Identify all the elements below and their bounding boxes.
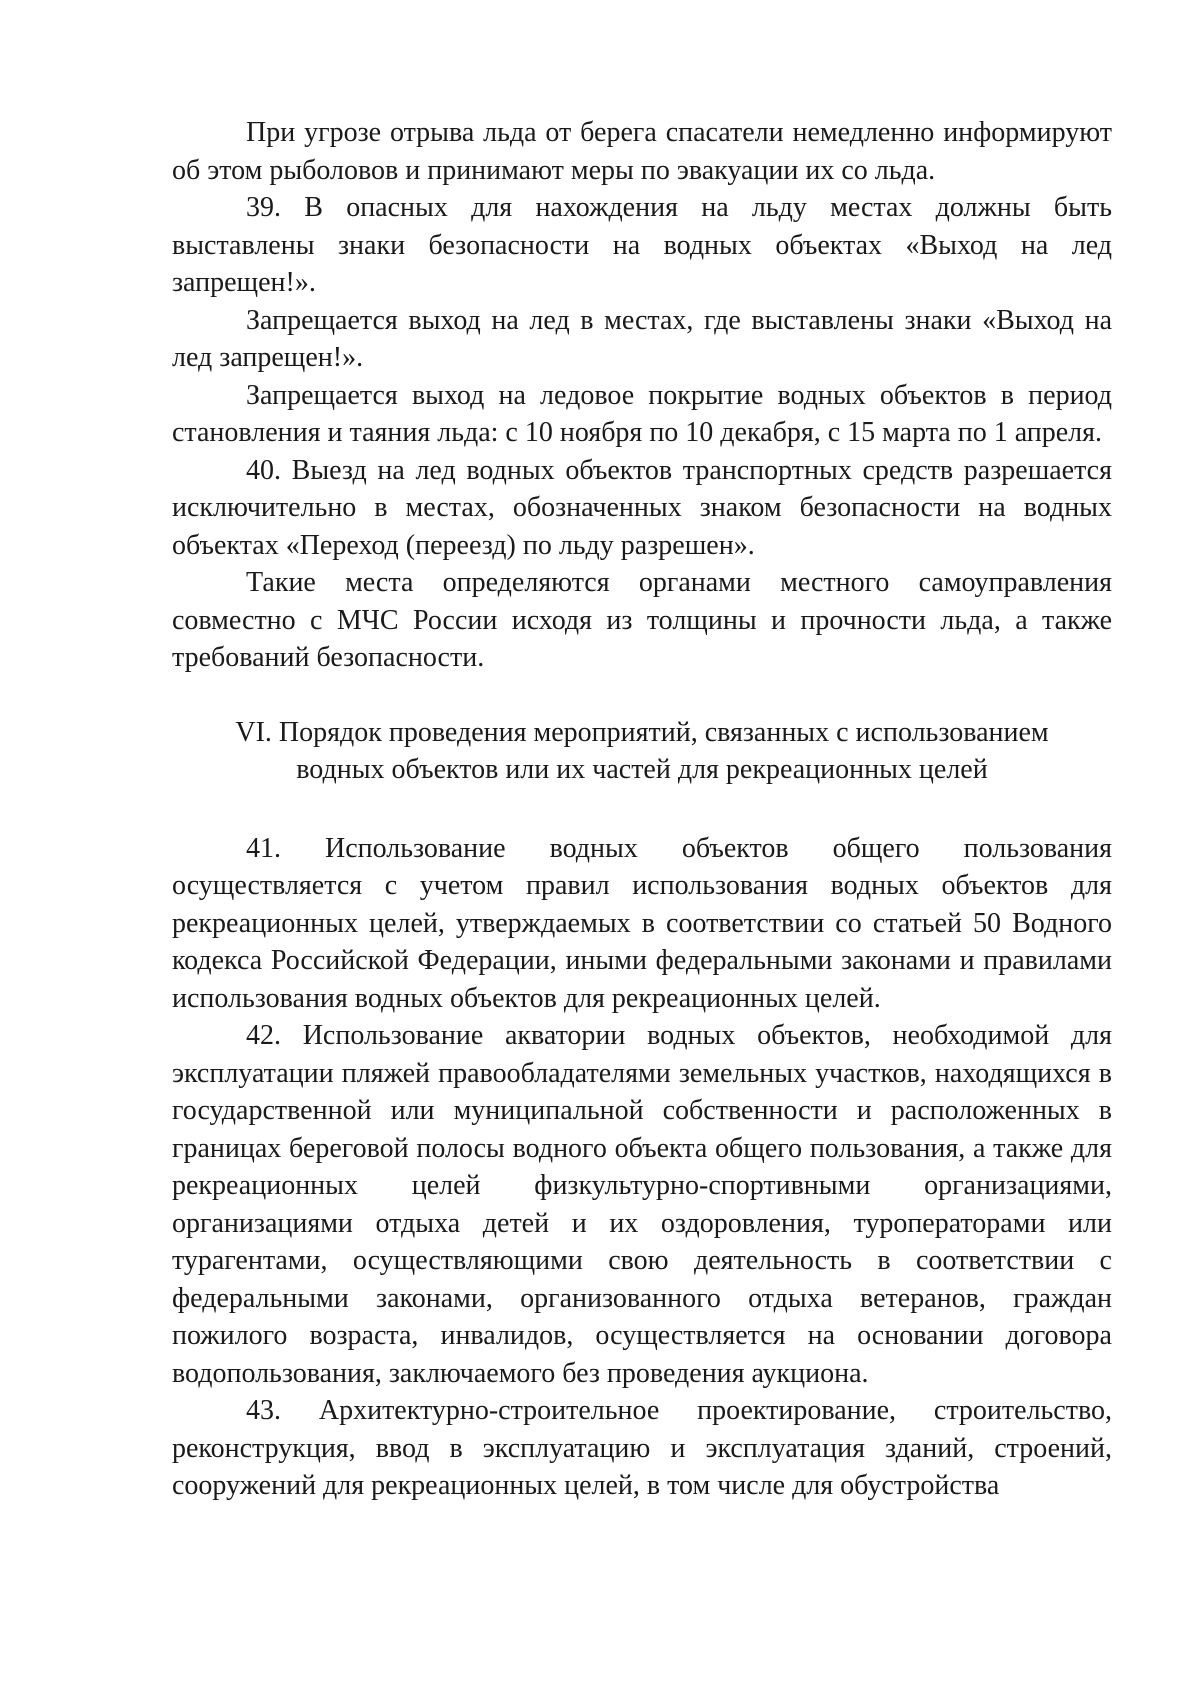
paragraph-40: 40. Выезд на лед водных объектов транспортных средств разрешается исключительно в местах, обозначенных знаком безопасности на водных объектах «Переход (переезд) по льду разрешен». [172, 454, 1112, 561]
paragraph-39: 39. В опасных для нахождения на льду местах должны быть выставлены знаки безопасности на водных объектах «Выход на лед запрещен!». [172, 192, 1112, 298]
paragraph-ice-detachment-warning: При угрозе отрыва льда от берега спасатели немедленно информируют об этом рыболовов и принимают меры по эвакуации их со льда. [172, 117, 1112, 186]
section-heading-line-1: VI. Порядок проведения мероприятий, связанных с использованием [235, 716, 1049, 748]
section-heading [172, 714, 1112, 789]
paragraph-ice-exit-prohibited: Запрещается выход на лед в местах, где выставлены знаки «Выход на лед запрещен!». [172, 304, 1112, 373]
paragraph-ice-period-prohibition: Запрещается выход на ледовое покрытие водных объектов в период становления и таяния льда: с 10 ноября по 10 декабря, с 15 марта по 1 апреля. [172, 379, 1112, 448]
document-body [172, 114, 1112, 1505]
paragraph-42: 42. Использование акватории водных объектов, необходимой для эксплуатации пляжей правообладателями земельных участков, находящихся в государственной или муниципальной собственности и расположенных в границах береговой полосы водного объекта общего пользования, а также для рекреационных целей физкультурно-спортивными организациями, организациями отдыха детей и их оздоровления, туроператорами или турагентами, осуществляющими свою деятельность в соответствии с федеральными законами, организованного отдыха ветеранов, граждан пожилого возраста, инвалидов, осуществляется на основании договора водопользования, заключаемого без проведения аукциона. [172, 1020, 1112, 1389]
paragraph-41: 41. Использование водных объектов общего пользования осуществляется с учетом правил использования водных объектов для рекреационных целей, утверждаемых в соответствии со статьей 50 Водного кодекса Российской Федерации, иными федеральными законами и правилами использования водных объектов для рекреационных целей. [172, 832, 1112, 1014]
paragraph-43: 43. Архитектурно-строительное проектирование, строительство, реконструкция, ввод в эксплуатацию и эксплуатация зданий, строений, сооружений для рекреационных целей, в том числе для обустройства [172, 1395, 1112, 1501]
section-heading-line-2: водных объектов или их частей для рекреационных целей [296, 754, 988, 785]
paragraph-crossing-places: Такие места определяются органами местного самоуправления совместно с МЧС России исходя из толщины и прочности льда, а также требований безопасности. [172, 567, 1112, 673]
